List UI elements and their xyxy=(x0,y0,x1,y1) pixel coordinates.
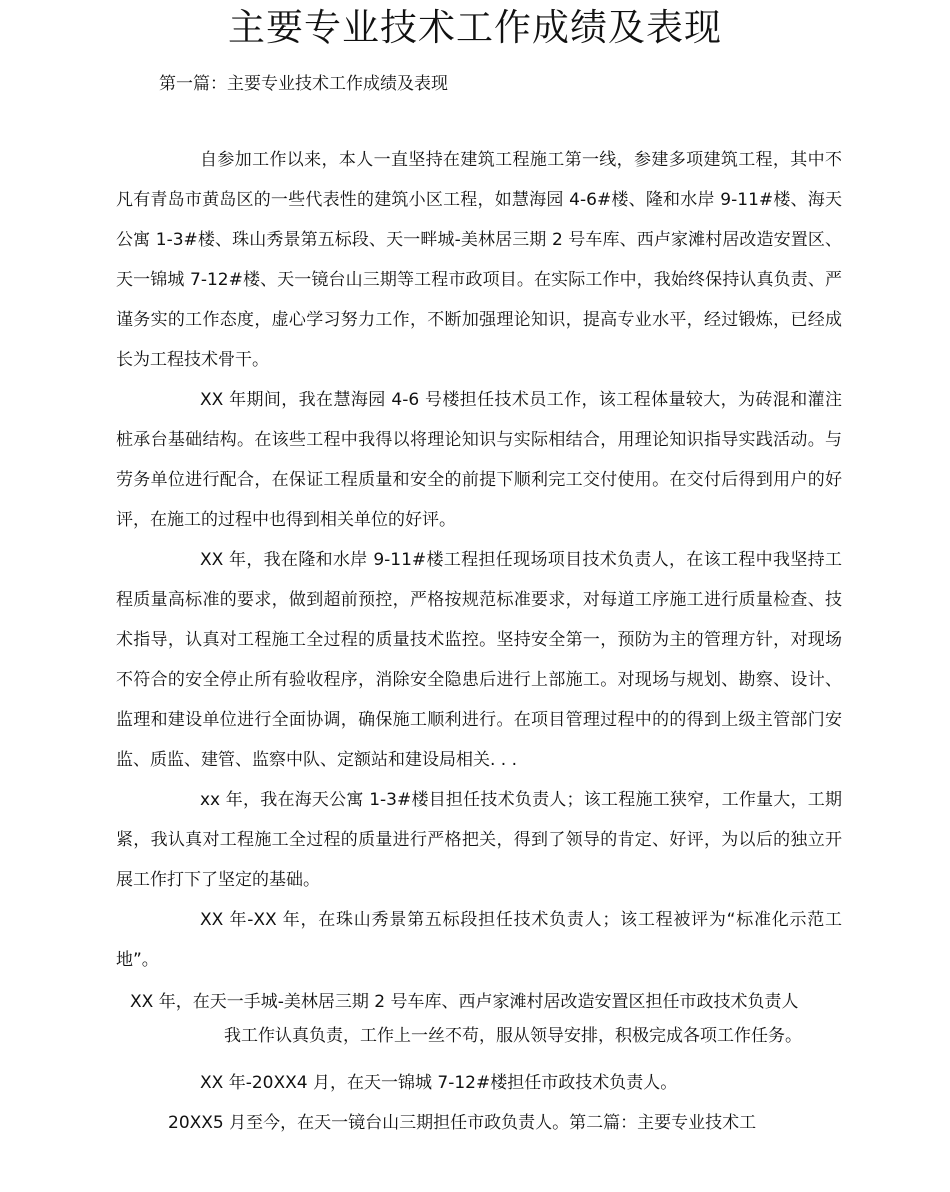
paragraph-intro: 自参加工作以来，本人一直坚持在建筑工程施工第一线，参建多项建筑工程，其中不凡有青岛市黄岛区的一些代表性的建筑小区工程，如慧海园 4-6#楼、隆和水岸 9-11#楼、海天公寓 1-3#楼、珠山秀景第五标段、天一畔城-美林居三期 2 号车库、西卢家滩村居改造安置区、天一锦城 7-12#楼、天一镜台山三期等工程市政项目。在实际工作中，我始终保持认真负责、严谨务实的工作态度，虚心学习努力工作，不断加强理论知识，提高专业水平，经过锻炼，已经成长为工程技术骨干。 xyxy=(116,150,842,370)
paragraph-huihaiyuan: XX 年期间，我在慧海园 4-6 号楼担任技术员工作，该工程体量较大，为砖混和灌注桩承台基础结构。在该些工程中我得以将理论知识与实际相结合，用理论知识指导实践活动。与劳务单位进行配合，在保证工程质量和安全的前提下顺利完工交付使用。在交付后得到用户的好评，在施工的过程中也得到相关单位的好评。 xyxy=(116,390,842,530)
paragraph-zhushanxiujing: XX 年-XX 年，在珠山秀景第五标段担任技术负责人；该工程被评为“标准化示范工地”。 xyxy=(116,910,842,970)
section-subtitle: 第一篇：主要专业技术工作成绩及表现 xyxy=(159,74,448,94)
paragraph-jingtaishan: 20XX5 月至今，在天一镜台山三期担任市政负责人。第二篇：主要专业技术工 xyxy=(168,1113,757,1133)
paragraph-tianyijincheng: XX 年-20XX4 月，在天一锦城 7-12#楼担任市政技术负责人。 xyxy=(200,1073,678,1093)
document-body xyxy=(116,140,842,1143)
paragraph-longheshuian: XX 年，我在隆和水岸 9-11#楼工程担任现场项目技术负责人，在该工程中我坚持工程质量高标准的要求，做到超前预控，严格按规范标准要求，对每道工序施工进行质量检查、技术指导，认真对工程施工全过程的质量技术监控。坚持安全第一，预防为主的管理方针，对现场不符合的安全停止所有验收程序，消除安全隐患后进行上部施工。对现场与规划、勘察、设计、监理和建设单位进行全面协调，确保施工顺利进行。在项目管理过程中的的得到上级主管部门安监、质监、建管、监察中队、定额站和建设局相关. . . xyxy=(116,550,842,770)
paragraph-haitiangongyu: xx 年，我在海天公寓 1-3#楼目担任技术负责人；该工程施工狭窄，工作量大，工期紧，我认真对工程施工全过程的质量进行严格把关，得到了领导的肯定、好评，为以后的独立开展工作打下了坚定的基础。 xyxy=(116,790,842,890)
paragraph-work-attitude: 我工作认真负责，工作上一丝不苟，服从领导安排，积极完成各项工作任务。 xyxy=(224,1026,802,1046)
document-title: 主要专业技术工作成绩及表现 xyxy=(228,6,722,49)
paragraph-tianyishoucheng: XX 年，在天一手城-美林居三期 2 号车库、西卢家滩村居改造安置区担任市政技术负责人 xyxy=(130,992,799,1012)
